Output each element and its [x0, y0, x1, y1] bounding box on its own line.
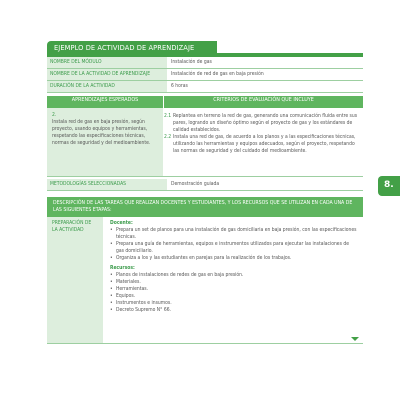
criteria-item — [164, 113, 360, 134]
row-label: NOMBRE DEL MÓDULO — [47, 57, 167, 68]
divider — [47, 176, 363, 177]
list-item: • Decreto Supremo N° 66. — [110, 307, 357, 314]
row-label: NOMBRE DE LA ACTIVIDAD DE APRENDIZAJE — [47, 69, 167, 80]
page-title: EJEMPLO DE ACTIVIDAD DE APRENDIZAJE — [47, 41, 217, 54]
bottom-divider — [47, 343, 363, 344]
list-item: • Organiza a los y las estudiantes en parejas para la realización de los trabajos. — [110, 255, 357, 262]
docente-label: Docente: — [110, 220, 133, 226]
criteria-text: Replantea en terreno la red de gas, generando una comunicación fluida entre sus pares, logrando un diseño óptimo según el proyecto de gas y los estándares de calidad establecidos. — [173, 113, 358, 133]
table-row — [47, 81, 363, 93]
section-number-tab: 8. — [378, 176, 400, 196]
methodology-row — [47, 179, 363, 191]
expected-learning-text: Instala red de gas en baja presión, según proyecto, usando equipos y herramientas, respetando las especificaciones técnicas, normas de seguridad y del medioambiente. — [52, 118, 151, 146]
table-row — [47, 57, 363, 69]
criteria-list — [164, 113, 360, 155]
recursos-label: Recursos: — [110, 265, 135, 272]
criteria-number: 2.2 — [164, 134, 172, 141]
preparation-content — [104, 217, 363, 317]
list-item: • Equipos. — [110, 293, 357, 300]
list-item: • Prepara una guía de herramientas, equipos e instrumentos utilizados para ejecutar las instalaciones de gas domiciliario. — [110, 241, 357, 255]
criteria-number: 2.1 — [164, 113, 172, 119]
triangle-down-icon — [351, 337, 359, 341]
criteria-item — [164, 134, 360, 155]
list-item: • Planos de instalaciones de redes de gas en baja presión. — [110, 272, 357, 279]
list-item: • Instrumentos e insumos. — [110, 300, 357, 307]
table-row — [47, 69, 363, 81]
expected-learning — [47, 108, 163, 176]
list-item: • Herramientas. — [110, 286, 357, 293]
row-label: DURACIÓN DE LA ACTIVIDAD — [47, 81, 167, 92]
row-value: 6 horas — [171, 83, 188, 89]
preparation-label: PREPARACIÓN DE LA ACTIVIDAD — [47, 217, 103, 344]
row-value: Instalación de red de gas en baja presión — [171, 71, 264, 77]
expected-learning-number: 2. — [52, 112, 57, 118]
evaluation-criteria-header: CRITERIOS DE EVALUACIÓN QUE INCLUYE — [164, 96, 363, 108]
methodology-value: Demostración guiada — [171, 181, 220, 187]
row-value: Instalación de gas — [171, 59, 212, 65]
methodology-label: METODOLOGÍAS SELECCIONADAS — [47, 179, 167, 190]
list-item: • Prepara un set de planos para una instalación de gas domiciliaria en baja presión, con las especificaciones técnicas. — [110, 227, 357, 241]
description-header: DESCRIPCIÓN DE LAS TAREAS QUE REALIZAN DOCENTES Y ESTUDIANTES, Y LOS RECURSOS QUE SE UTILIZAN EN CADA UNA DE LAS SIGUIENTES ETAPAS: — [47, 197, 363, 217]
list-item: • Materiales. — [110, 279, 357, 286]
expected-learning-header: APRENDIZAJES ESPERADOS — [47, 96, 163, 108]
criteria-text: Instala una red de gas, de acuerdo a los planos y a las especificaciones técnicas, utilizando las herramientas y equipos adecuados, según el proyecto, respetando las normas de seguridad y del cuidado del medioambiente. — [173, 134, 356, 155]
info-table — [47, 57, 363, 94]
